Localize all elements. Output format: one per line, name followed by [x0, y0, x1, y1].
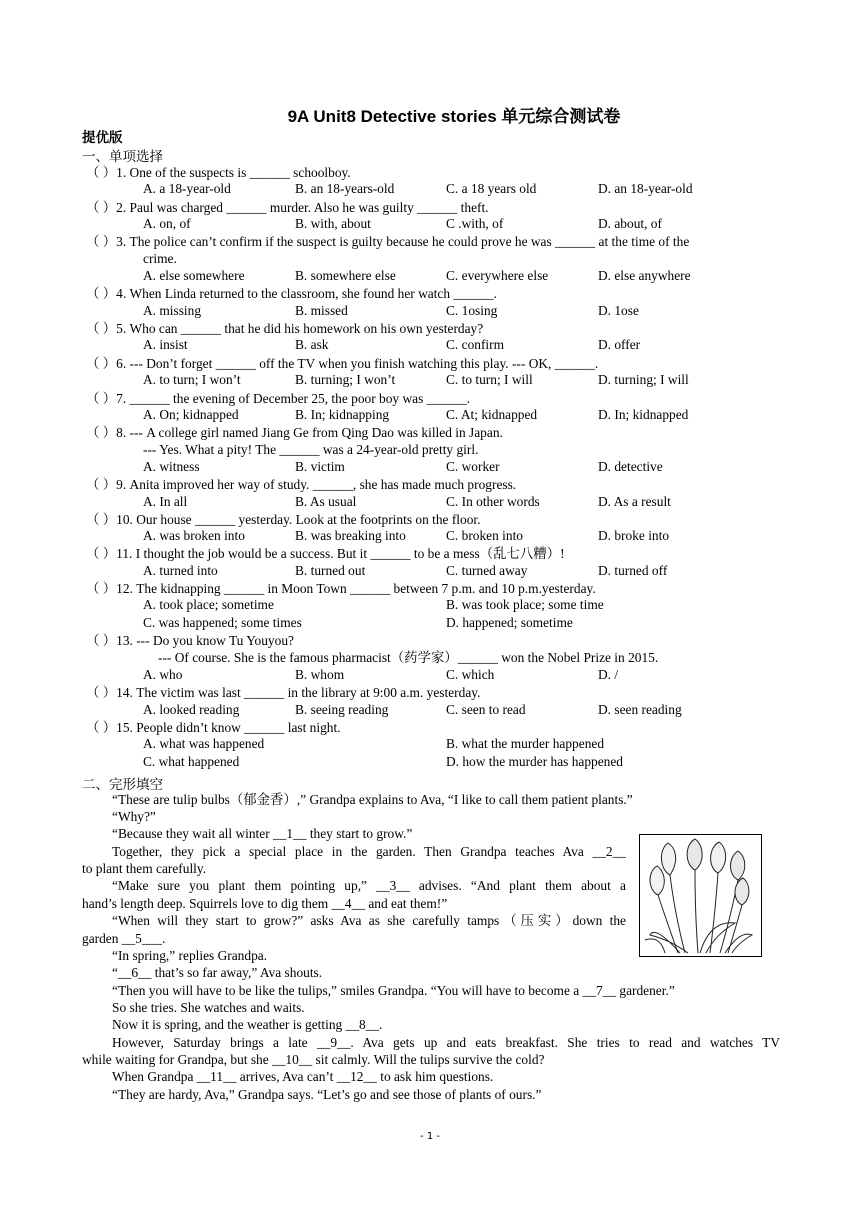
answer-option[interactable]: A. turned into — [143, 563, 218, 578]
passage-line: “__6__ that’s so far away,” Ava shouts. — [112, 965, 323, 980]
passage-line: Together, they pick a special place in the garden. Then Grandpa teaches Ava __2__ — [112, 844, 626, 859]
answer-option[interactable]: A. In all — [143, 494, 188, 509]
question-stem: （ ）1. One of the suspects is ______ schoolboy. — [86, 165, 351, 180]
passage-line: hand’s length deep. Squirrels love to dig them __4__ and eat them!” — [82, 896, 448, 911]
passage-line: “Make sure you plant them pointing up,” __3__ advises. “And plant them about a — [112, 878, 626, 893]
answer-option[interactable]: A. took place; sometime — [143, 597, 274, 612]
passage-line: So she tries. She watches and waits. — [112, 1000, 305, 1015]
answer-option[interactable]: D. In; kidnapped — [598, 407, 689, 422]
question-stem-continued: --- Of course. She is the famous pharmacist（药学家）______ won the Nobel Prize in 2015. — [158, 650, 659, 665]
answer-option[interactable]: C .with, of — [446, 216, 504, 231]
answer-option[interactable]: A. was broken into — [143, 528, 245, 543]
answer-option[interactable]: B. ask — [295, 337, 329, 352]
answer-option[interactable]: A. to turn; I won’t — [143, 372, 241, 387]
answer-option[interactable]: A. what was happened — [143, 736, 265, 751]
answer-option[interactable]: A. insist — [143, 337, 188, 352]
answer-option[interactable]: C. broken into — [446, 528, 523, 543]
answer-option[interactable]: C. worker — [446, 459, 500, 474]
passage-line: to plant them carefully. — [82, 861, 207, 876]
question-stem: （ ）8. --- A college girl named Jiang Ge from Qing Dao was killed in Japan. — [86, 425, 503, 440]
answer-option[interactable]: C. a 18 years old — [446, 181, 537, 196]
answer-option[interactable]: A. missing — [143, 303, 202, 318]
answer-option[interactable]: D. seen reading — [598, 702, 682, 717]
answer-option[interactable]: C. what happened — [143, 754, 240, 769]
question-stem: （ ）6. --- Don’t forget ______ off the TV when you finish watching this play. --- OK, ______. — [86, 356, 599, 371]
question-stem: （ ）13. --- Do you know Tu Youyou? — [86, 633, 294, 648]
answer-option[interactable]: B. was breaking into — [295, 528, 406, 543]
answer-option[interactable]: B. As usual — [295, 494, 357, 509]
passage-line: “When will they start to grow?” asks Ava as she carefully tamps（压实）down the — [112, 913, 626, 928]
answer-option[interactable]: C. which — [446, 667, 495, 682]
question-stem: （ ）14. The victim was last ______ in the library at 9:00 a.m. yesterday. — [86, 685, 481, 700]
answer-option[interactable]: B. was took place; some time — [446, 597, 604, 612]
answer-option[interactable]: D. turned off — [598, 563, 668, 578]
answer-option[interactable]: A. else somewhere — [143, 268, 245, 283]
passage-line: However, Saturday brings a late __9__. Ava gets up and eats breakfast. She tries to read and watches TV — [112, 1035, 780, 1050]
answer-option[interactable]: A. a 18-year-old — [143, 181, 231, 196]
section-heading-choice: 一、单项选择 — [82, 149, 163, 165]
question-stem: （ ）7. ______ the evening of December 25, the poor boy was ______. — [86, 391, 471, 406]
answer-option[interactable]: D. 1ose — [598, 303, 639, 318]
answer-option[interactable]: D. turning; I will — [598, 372, 689, 387]
question-stem: （ ）3. The police can’t confirm if the suspect is guilty because he could prove he was ______ at the time of the — [86, 234, 690, 249]
passage-line: while waiting for Grandpa, but she __10__ sit calmly. Will the tulips survive the cold? — [82, 1052, 545, 1067]
subtitle: 提优版 — [82, 130, 123, 146]
answer-option[interactable]: D. broke into — [598, 528, 670, 543]
page-title: 9A Unit8 Detective stories 单元综合测试卷 — [287, 107, 621, 126]
passage-line: When Grandpa __11__ arrives, Ava can’t __12__ to ask him questions. — [112, 1069, 494, 1084]
answer-option[interactable]: D. offer — [598, 337, 641, 352]
answer-option[interactable]: C. to turn; I will — [446, 372, 533, 387]
answer-option[interactable]: B. an 18-years-old — [295, 181, 395, 196]
tulip-icon — [640, 835, 761, 956]
answer-option[interactable]: C. confirm — [446, 337, 505, 352]
answer-option[interactable]: B. missed — [295, 303, 348, 318]
answer-option[interactable]: B. turning; I won’t — [295, 372, 396, 387]
answer-option[interactable]: D. / — [598, 667, 619, 682]
answer-option[interactable]: C. turned away — [446, 563, 528, 578]
page-number: - 1 - — [420, 1131, 440, 1142]
answer-option[interactable]: D. As a result — [598, 494, 671, 509]
question-stem-continued: --- Yes. What a pity! The ______ was a 24-year-old pretty girl. — [143, 442, 479, 457]
passage-line: “Because they wait all winter __1__ they start to grow.” — [112, 826, 413, 841]
answer-option[interactable]: A. witness — [143, 459, 200, 474]
answer-option[interactable]: B. whom — [295, 667, 345, 682]
passage-line: “Why?” — [112, 809, 156, 824]
answer-option[interactable]: C. In other words — [446, 494, 540, 509]
answer-option[interactable]: B. victim — [295, 459, 345, 474]
answer-option[interactable]: B. with, about — [295, 216, 371, 231]
question-stem: （ ）4. When Linda returned to the classroom, she found her watch ______. — [86, 286, 497, 301]
question-stem: （ ）2. Paul was charged ______ murder. Also he was guilty ______ theft. — [86, 200, 489, 215]
question-stem: （ ）5. Who can ______ that he did his homework on his own yesterday? — [86, 321, 484, 336]
answer-option[interactable]: B. turned out — [295, 563, 366, 578]
answer-option[interactable]: D. about, of — [598, 216, 662, 231]
question-stem: （ ）12. The kidnapping ______ in Moon Town ______ between 7 p.m. and 10 p.m.yesterday. — [86, 581, 596, 596]
tulip-illustration — [639, 834, 762, 957]
answer-option[interactable]: D. detective — [598, 459, 663, 474]
passage-line: “In spring,” replies Grandpa. — [112, 948, 268, 963]
answer-option[interactable]: B. somewhere else — [295, 268, 396, 283]
question-stem: （ ）15. People didn’t know ______ last night. — [86, 720, 341, 735]
passage-line: “These are tulip bulbs（郁金香）,” Grandpa explains to Ava, “I like to call them patient plants.” — [112, 792, 633, 807]
question-stem: （ ）10. Our house ______ yesterday. Look at the footprints on the floor. — [86, 512, 481, 527]
answer-option[interactable]: D. an 18-year-old — [598, 181, 693, 196]
answer-option[interactable]: A. on, of — [143, 216, 191, 231]
question-stem-continued: crime. — [143, 251, 177, 266]
answer-option[interactable]: C. everywhere else — [446, 268, 549, 283]
answer-option[interactable]: A. looked reading — [143, 702, 240, 717]
passage-line: garden __5___. — [82, 931, 166, 946]
question-stem: （ ）9. Anita improved her way of study. ______, she has made much progress. — [86, 477, 517, 492]
answer-option[interactable]: C. was happened; some times — [143, 615, 302, 630]
answer-option[interactable]: A. On; kidnapped — [143, 407, 239, 422]
answer-option[interactable]: C. 1osing — [446, 303, 498, 318]
answer-option[interactable]: B. what the murder happened — [446, 736, 605, 751]
passage-line: Now it is spring, and the weather is getting __8__. — [112, 1017, 383, 1032]
answer-option[interactable]: D. happened; sometime — [446, 615, 573, 630]
question-stem: （ ）11. I thought the job would be a success. But it ______ to be a mess（乱七八糟）! — [86, 546, 565, 561]
answer-option[interactable]: A. who — [143, 667, 183, 682]
passage-line: “They are hardy, Ava,” Grandpa says. “Let’s go and see those of plants of ours.” — [112, 1087, 542, 1102]
answer-option[interactable]: D. else anywhere — [598, 268, 691, 283]
answer-option[interactable]: B. In; kidnapping — [295, 407, 390, 422]
passage-line: “Then you will have to be like the tulips,” smiles Grandpa. “You will have to become a __7__ gardener.” — [112, 983, 675, 998]
answer-option[interactable]: C. seen to read — [446, 702, 526, 717]
section-heading-cloze: 二、完形填空 — [82, 777, 163, 793]
answer-option[interactable]: C. At; kidnapped — [446, 407, 538, 422]
answer-option[interactable]: D. how the murder has happened — [446, 754, 624, 769]
answer-option[interactable]: B. seeing reading — [295, 702, 389, 717]
